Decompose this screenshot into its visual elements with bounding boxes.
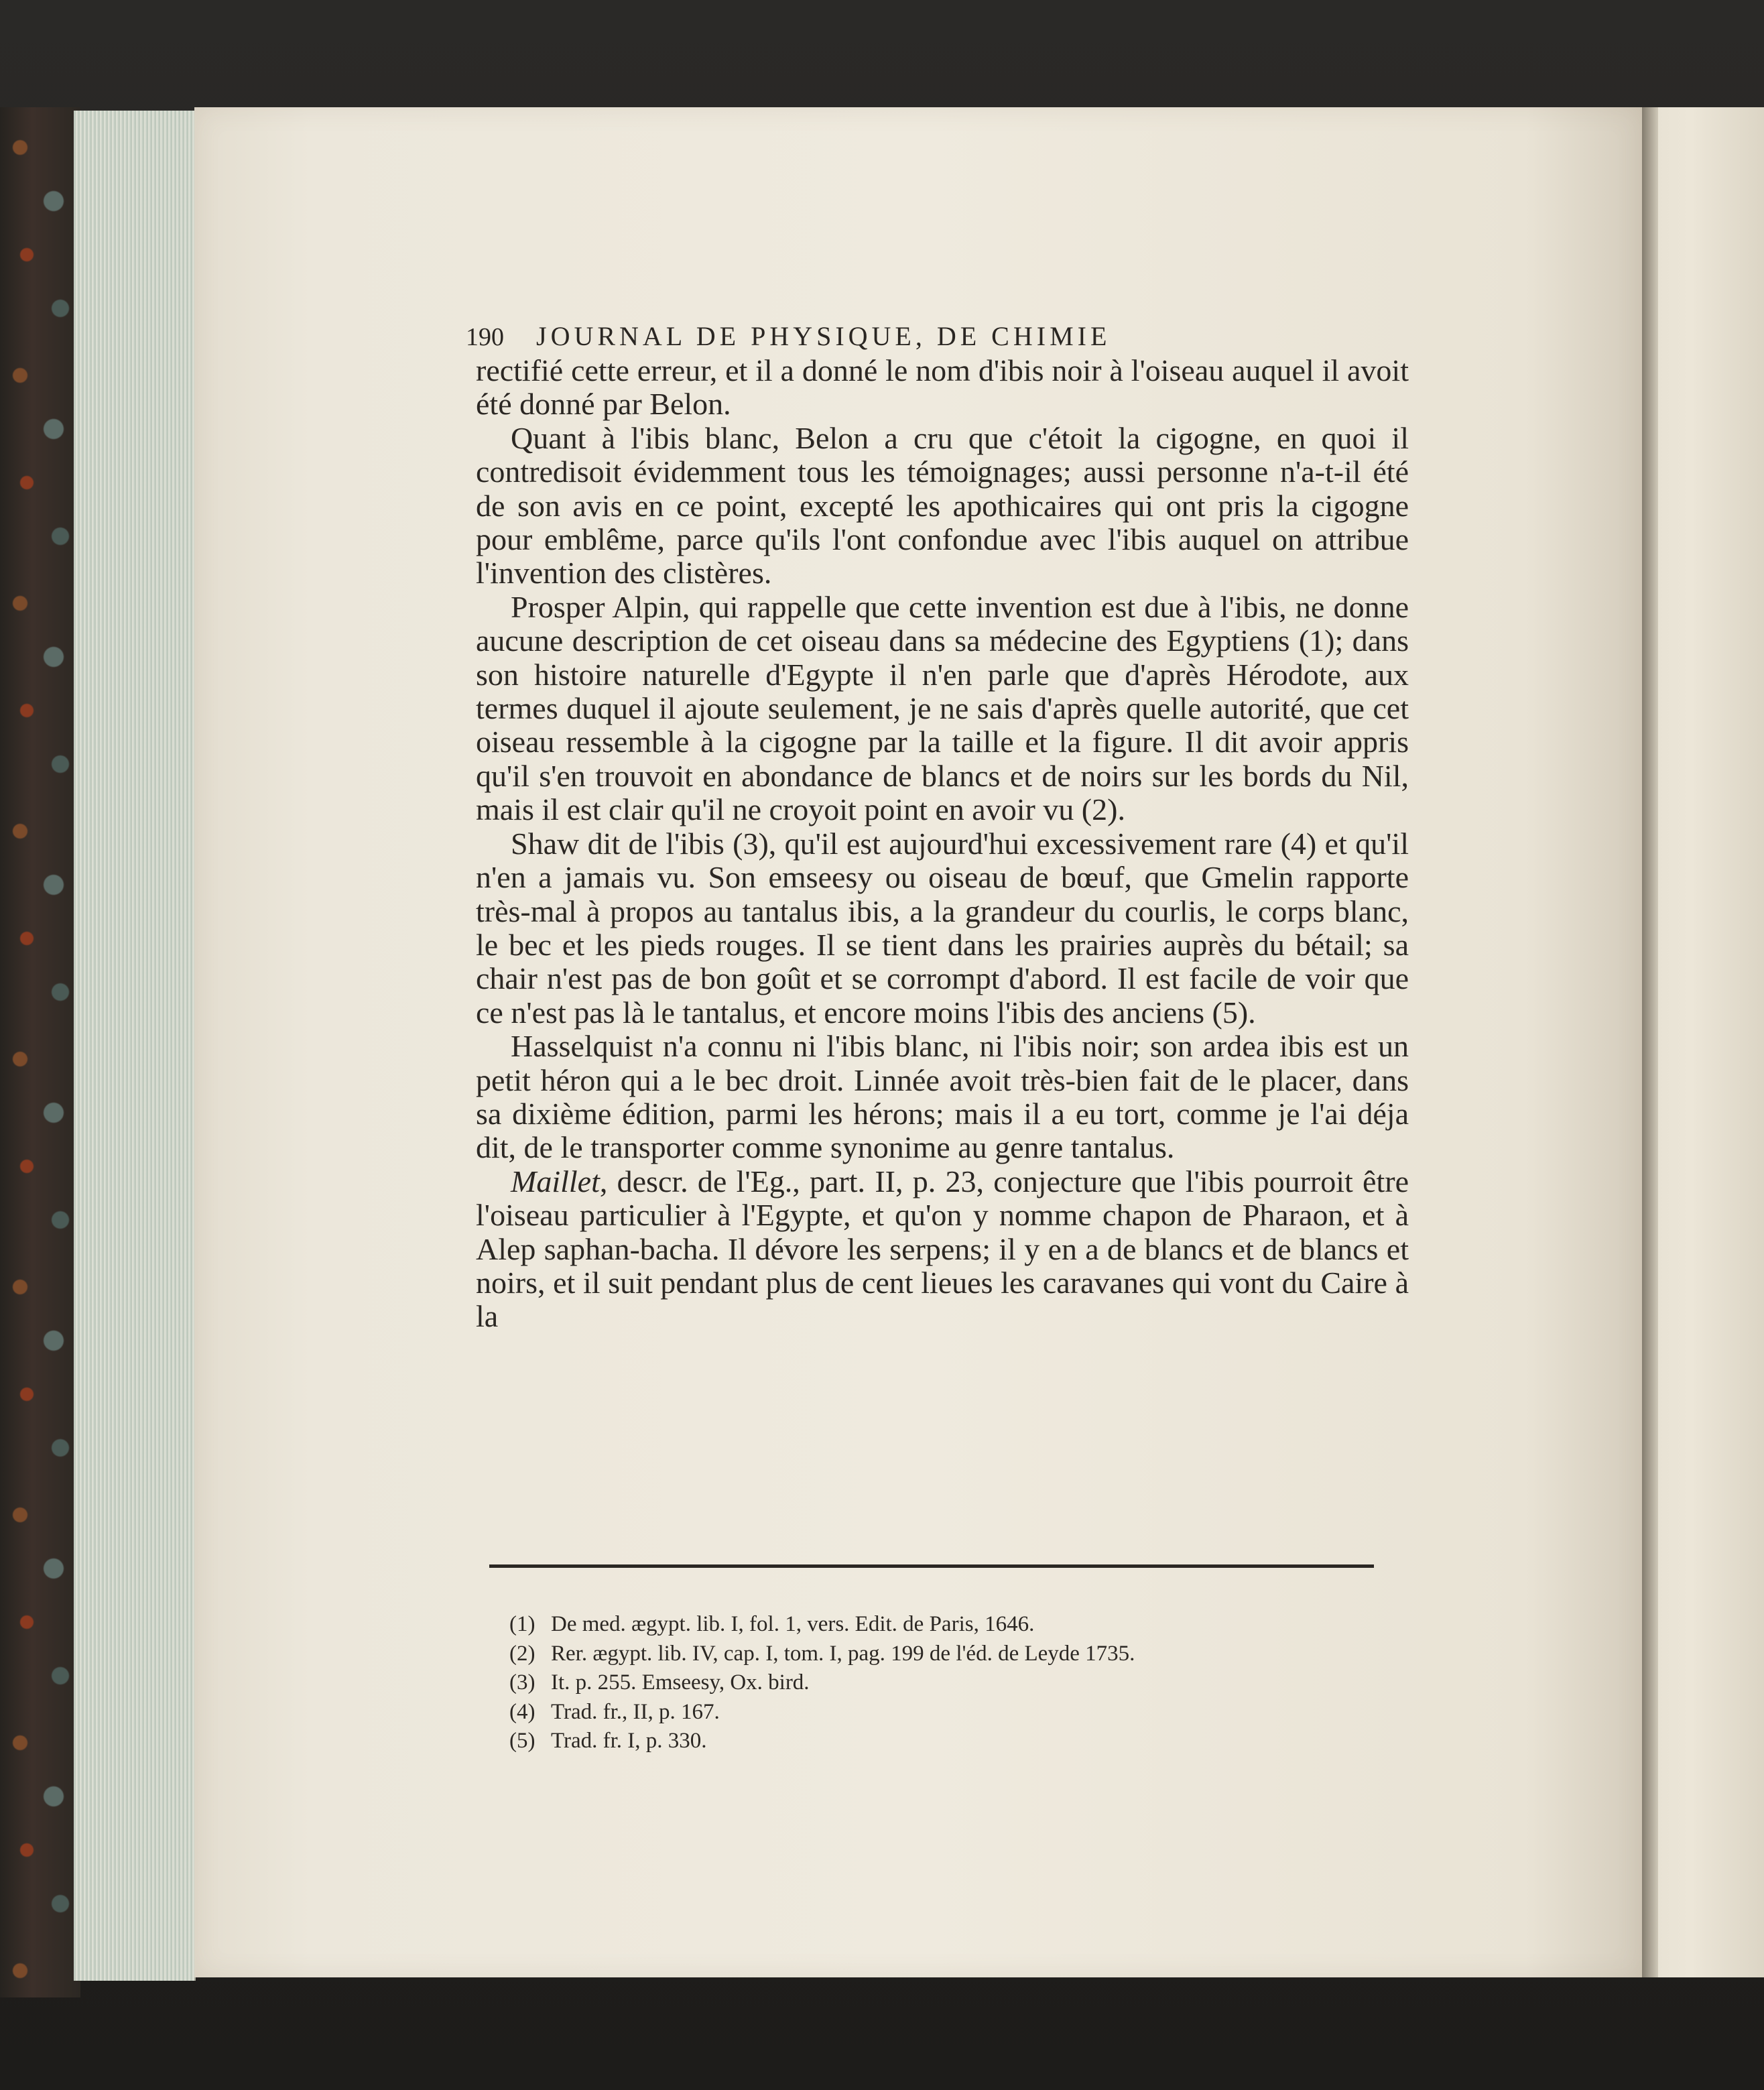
paragraph-3: Prosper Alpin, qui rappelle que cette invention est due à l'ibis, ne donne aucune description de cet oiseau dans sa médecine des Egyptiens (1); dans son histoire naturelle d'Egypte il n'en parle que d'après Hérodote, aux termes duquel il ajoute seulement, je ne sais d'après quelle autorité, que cet oiseau ressemble à la cigogne par la taille et la figure. Il dit avoir appris qu'il s'en trouvoit en abondance de blancs et de noirs sur les bords du Nil, mais il est clair qu'il ne croyoit point en avoir vu (2). [476, 589, 1409, 827]
footnote-3 [509, 1668, 1381, 1698]
footnote-number: (1) [509, 1612, 536, 1636]
footnotes [509, 1610, 1381, 1756]
paragraph-6 [476, 1165, 1409, 1334]
footnote-number: (5) [509, 1729, 536, 1753]
footnote-number: (3) [509, 1670, 536, 1695]
running-title: JOURNAL DE PHYSIQUE, DE CHIMIE [536, 321, 1111, 351]
author-name-maillet: Maillet [511, 1164, 600, 1198]
footnote-text: Rer. ægypt. lib. IV, cap. I, tom. I, pag. 199 de l'éd. de Leyde 1735. [551, 1641, 1135, 1666]
footnote-5 [509, 1727, 1381, 1756]
page-number: 190 [466, 323, 504, 351]
paragraph-5: Hasselquist n'a connu ni l'ibis blanc, ni l'ibis noir; son ardea ibis est un petit héron qui a le bec droit. Linnée avoit très-bien fait de le placer, dans sa dixième édition, parmi les hérons; mais il a eu tort, comme je l'ai déja dit, de le transporter comme synonime au genre tantalus. [476, 1029, 1409, 1165]
body-text [476, 354, 1409, 1334]
footnote-text: Trad. fr. I, p. 330. [551, 1729, 707, 1753]
page-header [466, 320, 1290, 352]
footnote-number: (4) [509, 1699, 536, 1724]
paragraph-1: rectifié cette erreur, et il a donné le nom d'ibis noir à l'oiseau auquel il avoit été donné par Belon. [476, 353, 1409, 422]
gutter-shadow [1641, 107, 1658, 1977]
footnote-2 [509, 1640, 1381, 1669]
footnote-text: De med. ægypt. lib. I, fol. 1, vers. Edit. de Paris, 1646. [551, 1612, 1035, 1636]
footnote-text: It. p. 255. Emseesy, Ox. bird. [551, 1670, 810, 1695]
footnote-number: (2) [509, 1641, 536, 1666]
paragraph-6-text: , descr. de l'Eg., part. II, p. 23, conjecture que l'ibis pourroit être l'oiseau particulier à l'Egypte, et qu'on y nomme chapon de Pharaon, et à Alep saphan-bacha. Il dévore les serpens; il y en a de blancs et de blancs et noirs, et il suit pendant plus de cent lieues les caravanes qui vont du Caire à la [476, 1164, 1409, 1334]
footnote-separator-rule [489, 1564, 1374, 1568]
footnote-4 [509, 1698, 1381, 1727]
paragraph-2: Quant à l'ibis blanc, Belon a cru que c'étoit la cigogne, en quoi il contredisoit évidemment tous les témoignages; aussi personne n'a-t-il été de son avis en ce point, excepté les apothicaires qui ont pris la cigogne pour emblême, parce qu'ils l'ont confondue avec l'ibis auquel on attribue l'invention des clistères. [476, 420, 1409, 591]
book-page-edges [74, 111, 196, 1981]
paragraph-4: Shaw dit de l'ibis (3), qu'il est aujourd'hui excessivement rare (4) et qu'il n'en a jamais vu. Son emseesy ou oiseau de bœuf, que Gmelin rapporte très-mal à propos au tantalus ibis, a la grandeur du courlis, le corps blanc, le bec et les pieds rouges. Il se tient dans les prairies auprès du bétail; sa chair n'est pas de bon goût et se corrompt d'abord. Il est facile de voir que ce n'est pas là le tantalus, et encore moins l'ibis des anciens (5). [476, 826, 1409, 1030]
marbled-book-cover [0, 107, 80, 1997]
footnote-1 [509, 1610, 1381, 1640]
footnote-text: Trad. fr., II, p. 167. [551, 1699, 720, 1724]
facing-page-edge [1642, 107, 1764, 1977]
